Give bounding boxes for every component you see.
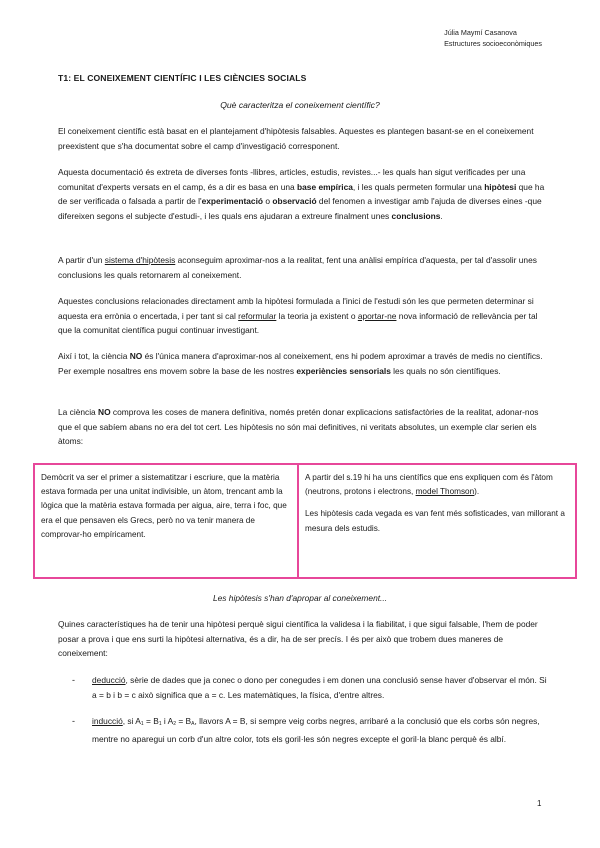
- page-number: 1: [537, 799, 542, 808]
- sophistication-text: Les hipòtesis cada vegada es van fent més sofisticades, van millorant a mesura dels estudis.: [305, 509, 565, 533]
- text-span: La ciència: [58, 407, 99, 417]
- bold-term: NO: [129, 351, 143, 361]
- bold-term: hipòtesi: [484, 181, 517, 192]
- subscript: A: [191, 721, 195, 727]
- section-subtitle: Què caracteritza el coneixement científic?: [220, 100, 380, 110]
- subscript: 1: [158, 721, 162, 727]
- text-span: que ha de ser verificada o falsada a partir de l': [58, 181, 545, 207]
- text-span: = B: [176, 716, 192, 726]
- bullet-marker: -: [72, 716, 75, 726]
- subscript: 1: [140, 721, 144, 727]
- text-span: A partir del s.19 hi ha uns científics que ens expliquen com és l'àtom (neutrons, protons i electrons,: [305, 473, 553, 497]
- bullet-induccio: [92, 714, 547, 746]
- bullet-marker: -: [72, 675, 75, 685]
- bold-term: experiències sensorials: [296, 365, 391, 376]
- thomson-cell: [299, 465, 575, 577]
- bold-term: experimentació: [201, 196, 264, 207]
- underlined-term: reformular: [238, 310, 277, 321]
- text-span: ).: [474, 487, 480, 497]
- text-span: nova informació de rellevància per tal que la comunitat científica pugui continuar investigant.: [58, 310, 538, 336]
- text-span: comprova les coses de manera definitiva, només pretén donar explicacions satisfactòries de la realitat, adonar-nos que el que sabíem abans no era del tot cert. Les hipòtesis no són mai definitives, ni veritats absolutes, un exemple clar serien els àtoms:: [58, 407, 539, 447]
- democritus-cell: [35, 465, 299, 577]
- text-span: és l'única manera d'aproximar-nos al coneixement, ens hi podem aproximar a través de medis no científics. Per exemple nosaltres ens movem sobre la base de les nostres: [58, 351, 543, 376]
- paragraph-non-scientific: [58, 349, 546, 378]
- thomson-text: [305, 471, 569, 499]
- text-span: .: [440, 210, 443, 221]
- underlined-term: sistema d'hipòtesis: [104, 255, 176, 265]
- text-span: , llavors A = B, si sempre veig corbs negres, arribaré a la conclusió que els corbs són negres, mentre no aparegui un corb d'un altre color, tots els goril·les són negres excepte el goril·la blanc perquè és albí.: [92, 716, 540, 744]
- underlined-term: model Thomson: [415, 487, 475, 497]
- text-span: Aquestes conclusions relacionades directament amb la hipòtesi formulada a l'inici de l'estudi són les que permeten determinar si aquesta era errònia o encertada, i per tant si cal: [58, 296, 534, 321]
- paragraph-intro: El coneixement científic està basat en el plantejament d'hipòtesis falsables. Aquestes es plantegen basant-se en el coneixement preexistent que s'ha documentat sobre el camp d'investigació corresponent.: [58, 126, 534, 151]
- text-span: i A: [161, 716, 174, 726]
- text-span: , i les quals permeten formular una: [352, 181, 485, 192]
- document-title: T1: EL CONEIXEMENT CIENTÍFIC I LES CIÈNCIES SOCIALS: [58, 73, 307, 83]
- paragraph-conclusions: [58, 294, 546, 338]
- bold-term: conclusions: [391, 210, 441, 221]
- paragraph-characteristics: Quines característiques ha de tenir una hipòtesi perquè sigui científica la validesa i la fiabilitat, i que sigui falsable, l'hem de poder posar a prova i que ens surti la hipòtesi alternativa, és a dir, ha de ser precís. I és per això que trobem dues maneres de coneixement:: [58, 619, 538, 659]
- paragraph-documentation: [58, 165, 546, 223]
- bold-term: NO: [98, 407, 111, 417]
- text-span: A partir d'un: [58, 255, 105, 265]
- text-span: del fenomen a investigar amb l'ajuda de diverses eines -que difereixen segons el subjecte d'estudi-, i les quals ens ajudaran a extreure finalment unes: [58, 196, 542, 221]
- section-subtitle-2: Les hipòtesis s'han d'apropar al coneixement...: [212, 593, 388, 603]
- underlined-term: deducció: [92, 675, 126, 685]
- text-span: o: [263, 196, 273, 207]
- course-name: Estructures socioeconòmiques: [444, 39, 542, 48]
- document-header: [444, 27, 542, 49]
- text-span: la teoria ja existent o: [276, 310, 358, 321]
- text-span: Aquesta documentació és extreta de diverses fonts -llibres, articles, estudis, revistes...- les quals han sigut verificades per una comunitat d'experts versats en el camp, és a dir es basa en una: [58, 167, 526, 192]
- subscript: 2: [173, 721, 177, 727]
- paragraph-hypothesis-system: [58, 253, 546, 282]
- text-span: Així i tot, la ciència: [58, 351, 130, 361]
- bold-term: observació: [272, 196, 317, 207]
- bullet-deduccio: [92, 673, 547, 702]
- text-span: aconseguim aproximar-nos a la realitat, fent una anàlisi empírica d'aquesta, per tal d'assolir unes conclusions les quals retornarem al coneixement.: [58, 255, 537, 280]
- democritus-text: Demòcrit va ser el primer a sistematitzar i escriure, que la matèria estava formada per una unitat indivisible, un àtom, trencant amb la lògica que la matèria estava formada per aigua, aire, terra i foc, que era el que pensaven els Grecs, però no va tenir manera de comprovar-ho empíricament.: [41, 473, 287, 539]
- underlined-term: aportar-ne: [357, 310, 397, 321]
- text-span: , si A: [122, 716, 141, 726]
- text-span: les quals no són científiques.: [390, 365, 501, 376]
- bold-term: base empírica: [297, 181, 353, 192]
- author-name: Júlia Maymí Casanova: [444, 28, 517, 37]
- text-span: = B: [143, 716, 159, 726]
- paragraph-not-definitive: [58, 405, 546, 449]
- text-span: , sèrie de dades que ja conec o dono per conegudes i em donen una conclusió sense haver d'observar el món. Si a = b i b = c això significa que a = c. Les matemàtiques, la física, d'entre altres.: [92, 675, 547, 700]
- atom-example-table: [33, 463, 577, 579]
- underlined-term: inducció: [92, 716, 123, 726]
